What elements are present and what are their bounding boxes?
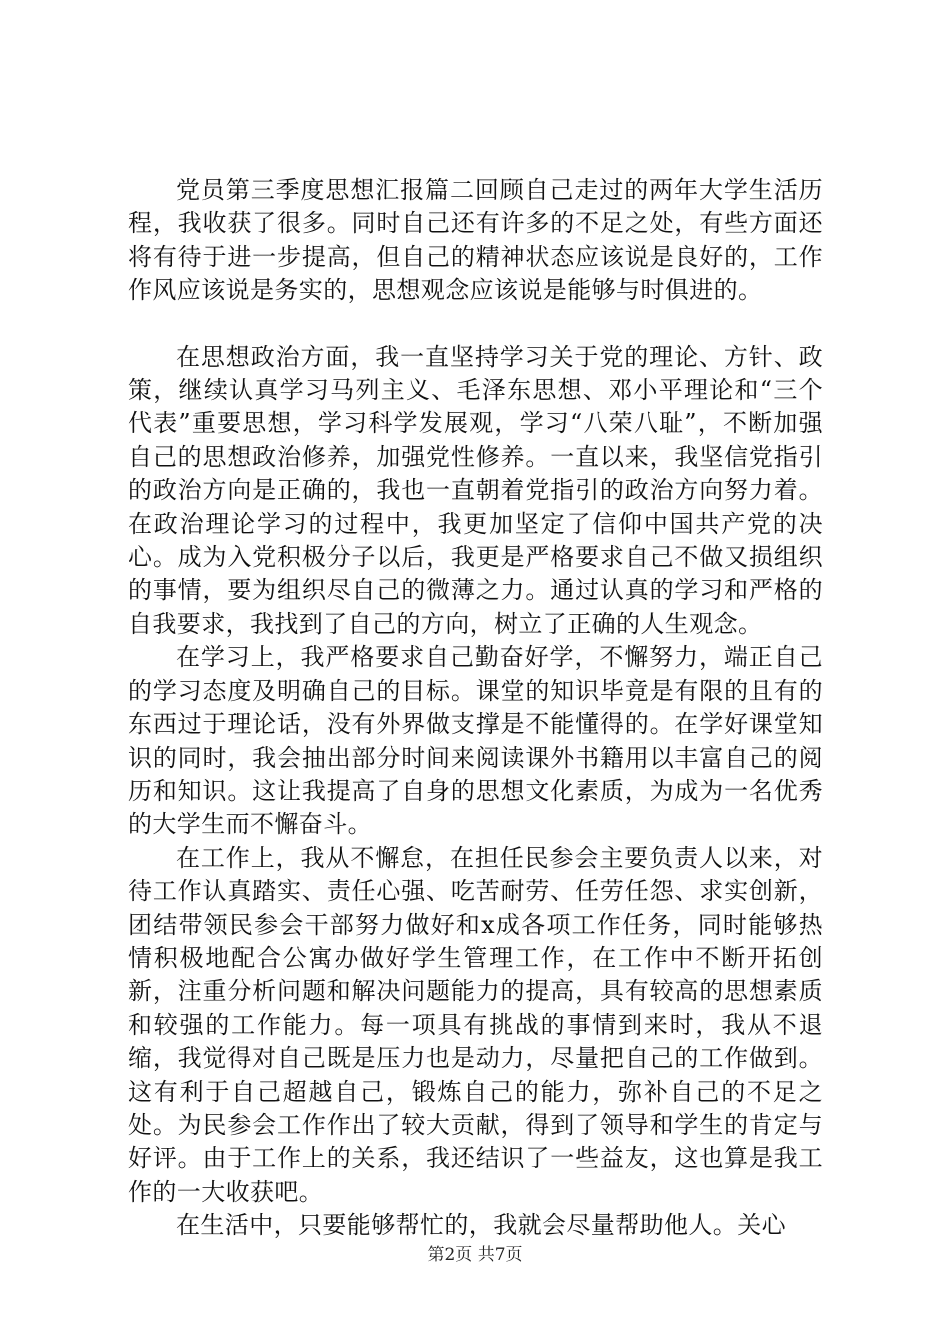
paragraph-study: 在学习上，我严格要求自己勤奋好学，不懈努力，端正自己的学习态度及明确自己的目标。课堂的知识毕竟是有限的且有的东西过于理论话，没有外界做支撑是不能懂得的。在学好课堂知识的同时，我会抽出部分时间来阅读课外书籍用以丰富自己的阅历和知识。这让我提高了自身的思想文化素质，为成为一名优秀的大学生而不懈奋斗。 xyxy=(128,643,823,839)
page-number-footer: 第2页 共7页 xyxy=(427,1245,523,1265)
paragraph-work: 在工作上，我从不懈怠，在担任民参会主要负责人以来，对待工作认真踏实、责任心强、吃苦耐劳、任劳任怨、求实创新，团结带领民参会干部努力做好和x成各项工作任务，同时能够热情积极地配合公寓办做好学生管理工作，在工作中不断开拓创新，注重分析问题和解决问题能力的提高，具有较高的思想素质和较强的工作能力。每一项具有挑战的事情到来时，我从不退缩，我觉得对自己既是压力也是动力，尽量把自己的工作做到。这有利于自己超越自己，锻炼自己的能力，弥补自己的不足之处。为民参会工作作出了较大贡献，得到了领导和学生的肯定与好评。由于工作上的关系，我还结识了一些益友，这也算是我工作的一大收获吧。 xyxy=(128,843,823,1206)
paragraph-intro: 党员第三季度思想汇报篇二回顾自己走过的两年大学生活历程，我收获了很多。同时自己还有许多的不足之处，有些方面还将有待于进一步提高，但自己的精神状态应该说是良好的，工作作风应该说是务实的，思想观念应该说是能够与时俱进的。 xyxy=(128,176,823,305)
document-body xyxy=(128,174,823,1243)
paragraph-life: 在生活中，只要能够帮忙的，我就会尽量帮助他人。关心 xyxy=(176,1211,786,1240)
paragraph-political: 在思想政治方面，我一直坚持学习关于党的理论、方针、政策，继续认真学习马列主义、毛泽东思想、邓小平理论和“三个代表”重要思想，学习科学发展观，学习“八荣八耻”，不断加强自己的思想政治修养，加强党性修养。一直以来，我坚信党指引的政治方向是正确的，我也一直朝着党指引的政治方向努力着。在政治理论学习的过程中，我更加坚定了信仰中国共产党的决心。成为入党积极分子以后，我更是严格要求自己不做又损组织的事情，要为组织尽自己的微薄之力。通过认真的学习和严格的自我要求，我找到了自己的方向，树立了正确的人生观念。 xyxy=(128,342,823,638)
